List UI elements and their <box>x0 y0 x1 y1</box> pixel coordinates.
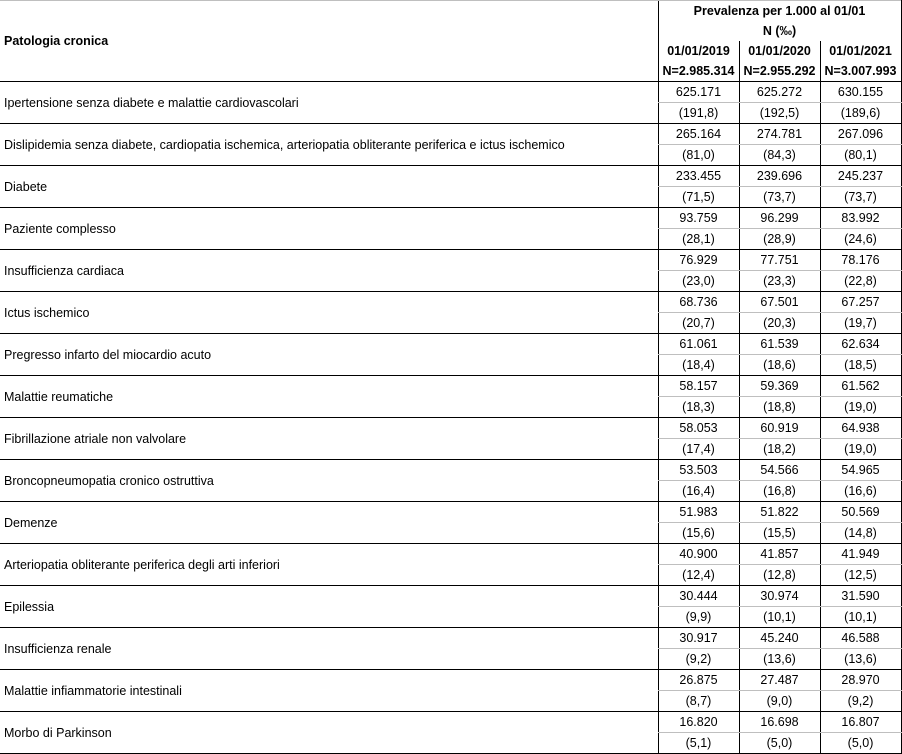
year-header-2020: 01/01/2020 <box>739 41 820 61</box>
cell-count: 16.820 <box>658 712 739 733</box>
cell-rate: (14,8) <box>820 523 901 544</box>
cell-rate: (10,1) <box>739 607 820 628</box>
cell-rate: (192,5) <box>739 103 820 124</box>
table-row <box>0 544 901 565</box>
year-header-2019: 01/01/2019 <box>658 41 739 61</box>
row-label: Malattie reumatiche <box>0 376 658 418</box>
table-row <box>0 82 901 103</box>
cell-rate: (5,0) <box>739 733 820 754</box>
cell-rate: (73,7) <box>820 187 901 208</box>
cell-rate: (18,4) <box>658 355 739 376</box>
cell-rate: (84,3) <box>739 145 820 166</box>
cell-count: 77.751 <box>739 250 820 271</box>
column-group-subheader: N (‰) <box>658 21 901 41</box>
row-label: Fibrillazione atriale non valvolare <box>0 418 658 460</box>
row-label: Epilessia <box>0 586 658 628</box>
cell-count: 27.487 <box>739 670 820 691</box>
cell-count: 239.696 <box>739 166 820 187</box>
cell-rate: (15,6) <box>658 523 739 544</box>
row-label: Arteriopatia obliterante periferica degli arti inferiori <box>0 544 658 586</box>
row-label: Morbo di Parkinson <box>0 712 658 754</box>
table-row <box>0 334 901 355</box>
cell-rate: (191,8) <box>658 103 739 124</box>
cell-rate: (19,0) <box>820 439 901 460</box>
cell-rate: (20,3) <box>739 313 820 334</box>
cell-count: 31.590 <box>820 586 901 607</box>
table-row <box>0 376 901 397</box>
table-row <box>0 628 901 649</box>
cell-count: 267.096 <box>820 124 901 145</box>
cell-count: 16.807 <box>820 712 901 733</box>
cell-count: 28.970 <box>820 670 901 691</box>
cell-count: 93.759 <box>658 208 739 229</box>
cell-count: 67.501 <box>739 292 820 313</box>
cell-rate: (16,8) <box>739 481 820 502</box>
table-row <box>0 208 901 229</box>
cell-count: 58.053 <box>658 418 739 439</box>
cell-rate: (22,8) <box>820 271 901 292</box>
table-row <box>0 586 901 607</box>
table-row <box>0 460 901 481</box>
row-label: Ipertensione senza diabete e malattie cardiovascolari <box>0 82 658 124</box>
cell-count: 625.171 <box>658 82 739 103</box>
cell-count: 60.919 <box>739 418 820 439</box>
cell-count: 46.588 <box>820 628 901 649</box>
cell-rate: (9,0) <box>739 691 820 712</box>
cell-rate: (15,5) <box>739 523 820 544</box>
row-label: Diabete <box>0 166 658 208</box>
population-header-2021: N=3.007.993 <box>820 61 901 82</box>
table-row <box>0 124 901 145</box>
column-header-pathology: Patologia cronica <box>0 1 658 82</box>
cell-count: 233.455 <box>658 166 739 187</box>
population-header-2020: N=2.955.292 <box>739 61 820 82</box>
cell-count: 61.061 <box>658 334 739 355</box>
cell-count: 41.949 <box>820 544 901 565</box>
cell-rate: (8,7) <box>658 691 739 712</box>
cell-count: 96.299 <box>739 208 820 229</box>
cell-count: 68.736 <box>658 292 739 313</box>
cell-rate: (10,1) <box>820 607 901 628</box>
column-group-header: Prevalenza per 1.000 al 01/01 <box>658 1 901 22</box>
cell-count: 61.539 <box>739 334 820 355</box>
cell-count: 26.875 <box>658 670 739 691</box>
cell-count: 62.634 <box>820 334 901 355</box>
row-label: Insufficienza renale <box>0 628 658 670</box>
row-label: Insufficienza cardiaca <box>0 250 658 292</box>
row-label: Malattie infiammatorie intestinali <box>0 670 658 712</box>
cell-rate: (13,6) <box>739 649 820 670</box>
table-row <box>0 292 901 313</box>
row-label: Ictus ischemico <box>0 292 658 334</box>
cell-count: 58.157 <box>658 376 739 397</box>
table-row <box>0 712 901 733</box>
cell-rate: (9,2) <box>820 691 901 712</box>
cell-rate: (28,1) <box>658 229 739 250</box>
cell-rate: (23,3) <box>739 271 820 292</box>
cell-rate: (73,7) <box>739 187 820 208</box>
cell-count: 54.566 <box>739 460 820 481</box>
cell-count: 630.155 <box>820 82 901 103</box>
cell-rate: (80,1) <box>820 145 901 166</box>
cell-rate: (17,4) <box>658 439 739 460</box>
cell-count: 83.992 <box>820 208 901 229</box>
cell-count: 53.503 <box>658 460 739 481</box>
row-label: Broncopneumopatia cronico ostruttiva <box>0 460 658 502</box>
cell-rate: (5,1) <box>658 733 739 754</box>
table-row <box>0 166 901 187</box>
cell-count: 54.965 <box>820 460 901 481</box>
cell-rate: (18,3) <box>658 397 739 418</box>
cell-rate: (16,4) <box>658 481 739 502</box>
table-row <box>0 670 901 691</box>
cell-rate: (28,9) <box>739 229 820 250</box>
row-label: Demenze <box>0 502 658 544</box>
cell-count: 51.822 <box>739 502 820 523</box>
cell-count: 265.164 <box>658 124 739 145</box>
cell-rate: (16,6) <box>820 481 901 502</box>
row-label: Paziente complesso <box>0 208 658 250</box>
cell-rate: (189,6) <box>820 103 901 124</box>
cell-rate: (9,2) <box>658 649 739 670</box>
cell-count: 40.900 <box>658 544 739 565</box>
cell-rate: (71,5) <box>658 187 739 208</box>
cell-count: 59.369 <box>739 376 820 397</box>
cell-rate: (13,6) <box>820 649 901 670</box>
cell-count: 274.781 <box>739 124 820 145</box>
cell-count: 245.237 <box>820 166 901 187</box>
cell-rate: (18,5) <box>820 355 901 376</box>
cell-rate: (19,0) <box>820 397 901 418</box>
cell-rate: (5,0) <box>820 733 901 754</box>
cell-count: 625.272 <box>739 82 820 103</box>
cell-rate: (12,5) <box>820 565 901 586</box>
cell-count: 50.569 <box>820 502 901 523</box>
cell-rate: (23,0) <box>658 271 739 292</box>
cell-count: 30.917 <box>658 628 739 649</box>
cell-count: 64.938 <box>820 418 901 439</box>
cell-count: 41.857 <box>739 544 820 565</box>
cell-count: 30.444 <box>658 586 739 607</box>
cell-count: 67.257 <box>820 292 901 313</box>
cell-rate: (9,9) <box>658 607 739 628</box>
year-header-2021: 01/01/2021 <box>820 41 901 61</box>
table-row <box>0 502 901 523</box>
cell-count: 45.240 <box>739 628 820 649</box>
cell-rate: (20,7) <box>658 313 739 334</box>
cell-rate: (18,6) <box>739 355 820 376</box>
cell-rate: (18,2) <box>739 439 820 460</box>
cell-rate: (19,7) <box>820 313 901 334</box>
row-label: Pregresso infarto del miocardio acuto <box>0 334 658 376</box>
table-row <box>0 250 901 271</box>
cell-rate: (81,0) <box>658 145 739 166</box>
cell-count: 61.562 <box>820 376 901 397</box>
cell-rate: (18,8) <box>739 397 820 418</box>
cell-rate: (12,8) <box>739 565 820 586</box>
row-label: Dislipidemia senza diabete, cardiopatia ischemica, arteriopatia obliterante periferica e ictus ischemico <box>0 124 658 166</box>
cell-count: 30.974 <box>739 586 820 607</box>
cell-rate: (12,4) <box>658 565 739 586</box>
cell-count: 76.929 <box>658 250 739 271</box>
cell-count: 51.983 <box>658 502 739 523</box>
cell-rate: (24,6) <box>820 229 901 250</box>
cell-count: 16.698 <box>739 712 820 733</box>
cell-count: 78.176 <box>820 250 901 271</box>
table-row <box>0 418 901 439</box>
population-header-2019: N=2.985.314 <box>658 61 739 82</box>
